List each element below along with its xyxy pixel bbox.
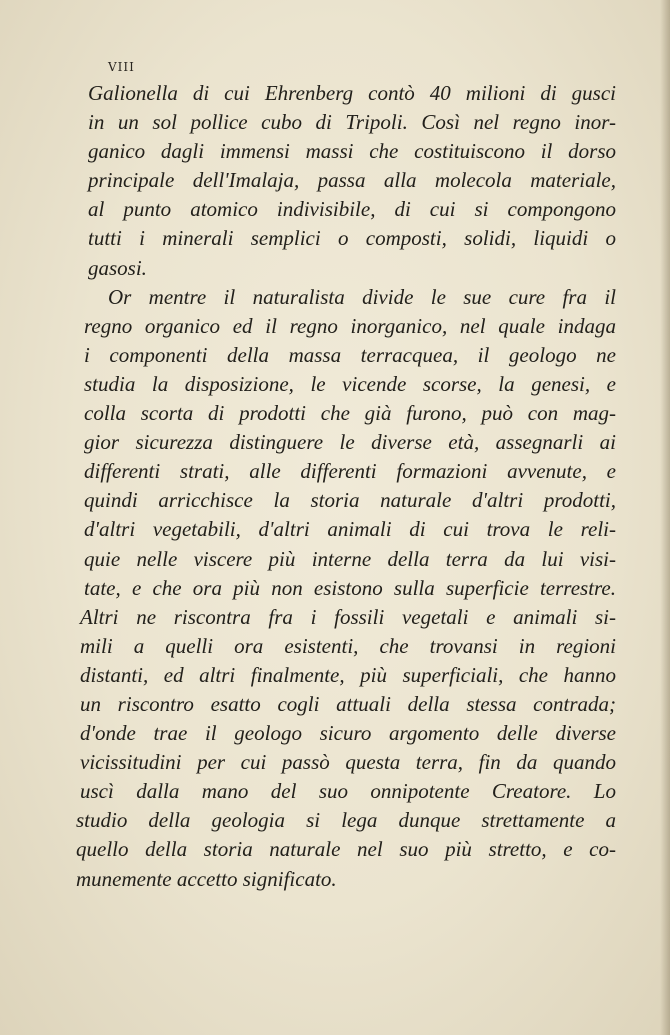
- text-line: Galionella di cui Ehrenberg contò 40 milioni di gusci: [88, 81, 616, 105]
- text-line: un riscontro esatto cogli attuali della stessa contrada;: [80, 691, 616, 716]
- text-line: colla scorta di prodotti che già furono, può con mag-: [84, 401, 616, 426]
- text-line: ganico dagli immensi massi che costituiscono il dorso: [88, 139, 616, 164]
- text-line: d'onde trae il geologo sicuro argomento delle diverse: [80, 721, 616, 746]
- text-line: differenti strati, alle differenti formazioni avvenute, e: [84, 459, 616, 484]
- text-line: principale dell'Imalaja, passa alla molecola materiale,: [88, 168, 616, 193]
- text-line: distanti, ed altri finalmente, più superficiali, che hanno: [80, 662, 616, 687]
- text-line: tate, e che ora più non esistono sulla superficie terrestre.: [84, 575, 616, 600]
- text-line: i componenti della massa terracquea, il geologo ne: [84, 342, 616, 367]
- text-line: quindi arricchisce la storia naturale d'altri prodotti,: [84, 488, 616, 513]
- text-line: d'altri vegetabili, d'altri animali di cui trova le reli-: [84, 517, 616, 542]
- text-line: regno organico ed il regno inorganico, nel quale indaga: [84, 313, 616, 338]
- page-number: VIII: [108, 60, 135, 74]
- text-line: vicissitudini per cui passò questa terra, fin da quando: [80, 750, 616, 775]
- text-line-last: munemente accetto significato.: [76, 866, 337, 891]
- text-line: in un sol pollice cubo di Tripoli. Così nel regno inor-: [88, 110, 616, 135]
- text-line: tutti i minerali semplici o composti, solidi, liquidi o: [88, 226, 616, 251]
- text-line: gasosi.: [88, 255, 147, 280]
- body-text: [76, 79, 616, 894]
- text-line: studio della geologia si lega dunque strettamente a: [76, 808, 616, 833]
- text-line: studia la disposizione, le vicende scorse, la genesi, e: [84, 371, 616, 396]
- page-edge-shadow: [660, 0, 670, 1035]
- text-line: al punto atomico indivisibile, di cui si compongono: [88, 197, 616, 222]
- text-line: quie nelle viscere più interne della terra da lui visi-: [84, 546, 616, 571]
- text-line: uscì dalla mano del suo onnipotente Creatore. Lo: [80, 779, 616, 804]
- text-line: Altri ne riscontra fra i fossili vegetali e animali si-: [80, 604, 616, 629]
- text-line: quello della storia naturale nel suo più stretto, e co-: [76, 837, 616, 862]
- text-line: mili a quelli ora esistenti, che trovansi in regioni: [80, 633, 616, 658]
- paragraph-first-line: Or mentre il naturalista divide le sue cure fra il: [108, 284, 616, 309]
- text-line: gior sicurezza distinguere le diverse età, assegnarli ai: [84, 430, 616, 455]
